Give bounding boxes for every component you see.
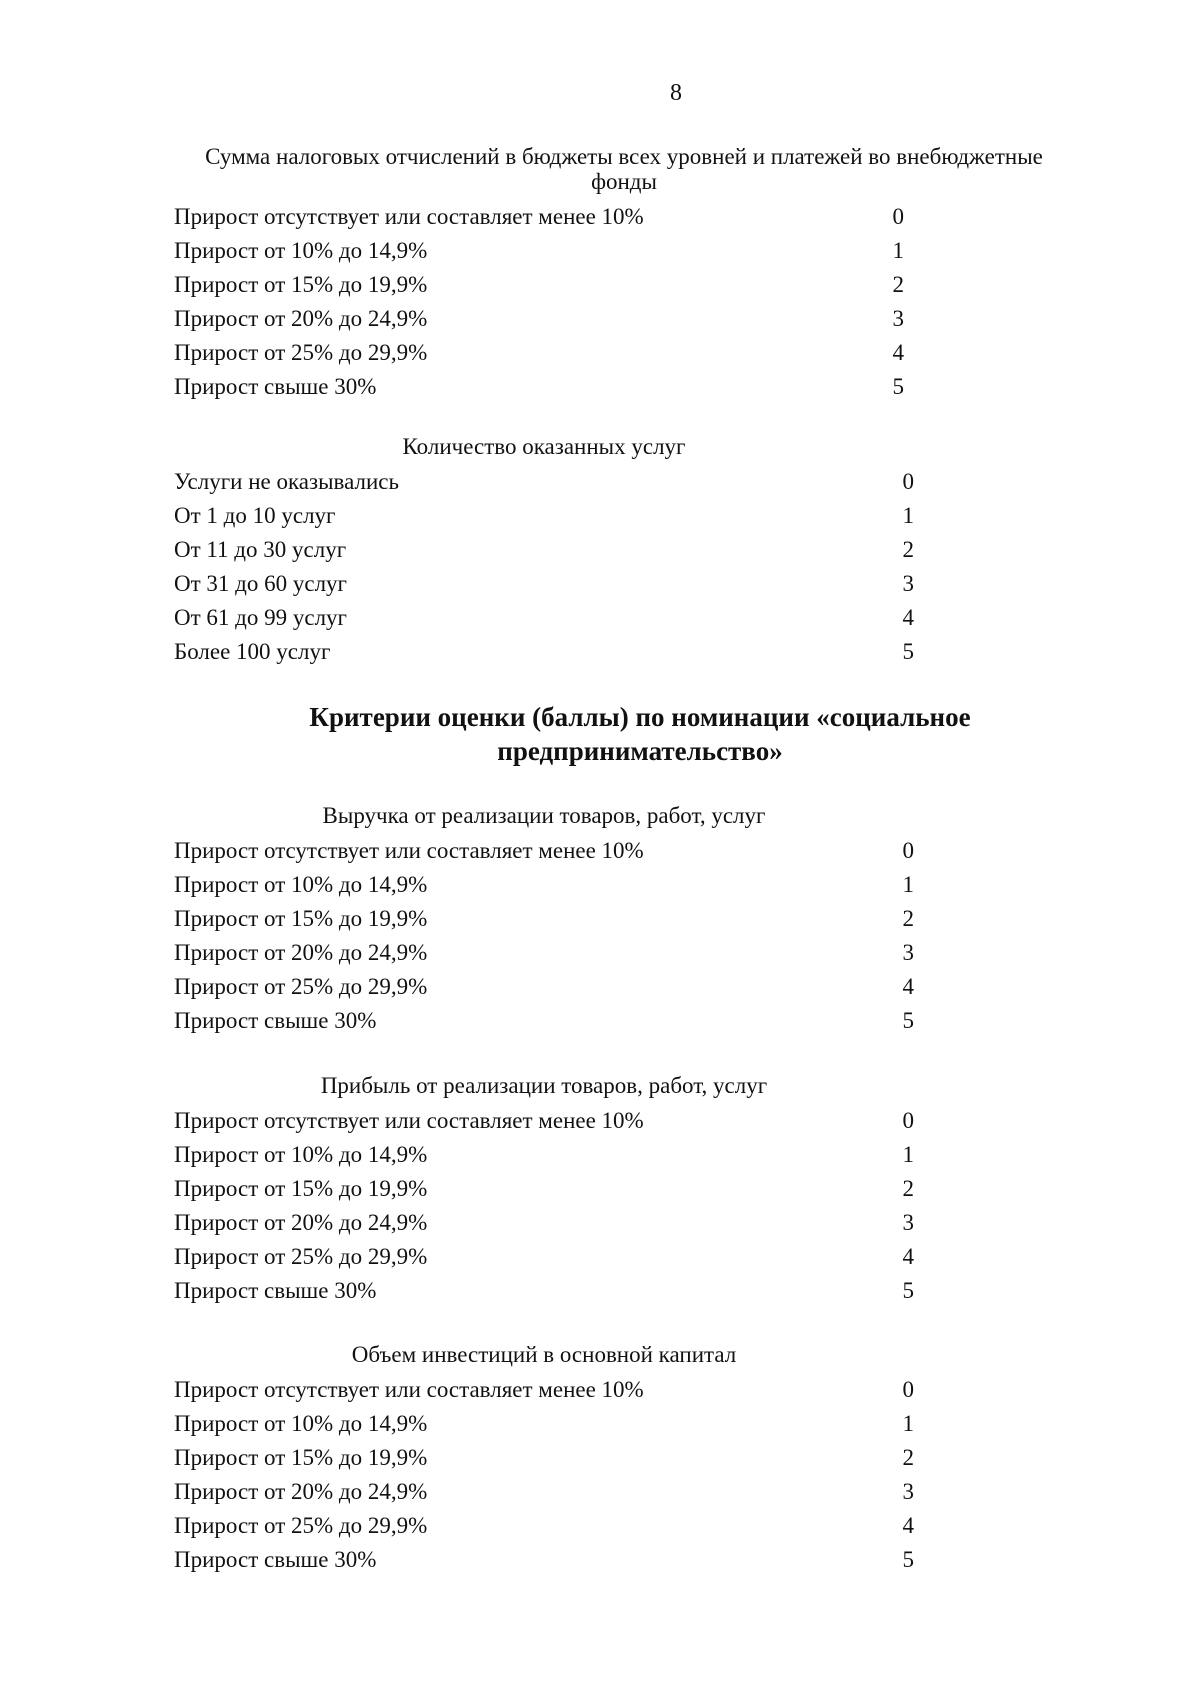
criteria-label: Прирост от 20% до 24,9% <box>174 1479 428 1504</box>
section-profit <box>174 1073 914 1308</box>
criteria-score: 1 <box>892 238 904 263</box>
criteria-label: От 11 до 30 услуг <box>174 537 347 562</box>
nomination-heading-line: предпринимательство» <box>497 736 783 766</box>
criteria-label: Прирост от 25% до 29,9% <box>174 340 428 365</box>
section-title: Объем инвестиций в основной капитал <box>351 1342 737 1367</box>
criteria-label: От 31 до 60 услуг <box>174 571 347 596</box>
criteria-label: Прирост от 25% до 29,9% <box>174 1513 428 1538</box>
criteria-row <box>174 336 904 370</box>
criteria-score: 0 <box>902 1108 914 1133</box>
nomination-heading-line: Критерии оценки (баллы) по номинации «социальное <box>309 702 971 732</box>
criteria-score: 0 <box>902 1377 914 1402</box>
criteria-label: От 1 до 10 услуг <box>174 503 336 528</box>
criteria-row <box>174 936 914 970</box>
criteria-label: Прирост отсутствует или составляет менее 10% <box>174 1108 644 1133</box>
criteria-label: Прирост от 10% до 14,9% <box>174 238 428 263</box>
page-number: 8 <box>670 80 682 106</box>
criteria-score: 1 <box>902 872 914 897</box>
criteria-row <box>174 200 904 234</box>
criteria-row <box>174 1206 914 1240</box>
section-title: Прибыль от реализации товаров, работ, услуг <box>320 1073 768 1098</box>
criteria-row <box>174 302 904 336</box>
criteria-row <box>174 601 914 635</box>
section-title: Количество оказанных услуг <box>402 434 686 459</box>
criteria-label: От 61 до 99 услуг <box>174 605 347 630</box>
criteria-score: 4 <box>902 605 914 630</box>
criteria-label: Прирост от 15% до 19,9% <box>174 1176 428 1201</box>
criteria-row <box>174 902 914 936</box>
criteria-score: 4 <box>902 1513 914 1538</box>
criteria-score: 2 <box>902 537 914 562</box>
criteria-score: 5 <box>902 1008 914 1033</box>
criteria-score: 4 <box>902 974 914 999</box>
criteria-label: Прирост свыше 30% <box>174 1547 377 1572</box>
criteria-row <box>174 970 914 1004</box>
criteria-score: 3 <box>902 1210 914 1235</box>
criteria-score: 5 <box>892 374 904 399</box>
criteria-row <box>174 834 914 868</box>
criteria-score: 4 <box>892 340 904 365</box>
criteria-list <box>174 834 914 1038</box>
criteria-label: Прирост от 10% до 14,9% <box>174 1142 428 1167</box>
criteria-label: Прирост свыше 30% <box>174 1008 377 1033</box>
criteria-row <box>174 1172 914 1206</box>
criteria-score: 0 <box>902 838 914 863</box>
criteria-list <box>174 1373 914 1577</box>
criteria-label: Прирост от 15% до 19,9% <box>174 1445 428 1470</box>
criteria-score: 2 <box>902 1176 914 1201</box>
criteria-row <box>174 1441 914 1475</box>
criteria-label: Прирост от 15% до 19,9% <box>174 906 428 931</box>
criteria-row <box>174 1543 914 1577</box>
criteria-row <box>174 1004 914 1038</box>
criteria-score: 1 <box>902 503 914 528</box>
criteria-row <box>174 499 914 533</box>
criteria-label: Услуги не оказывались <box>174 469 399 494</box>
criteria-row <box>174 234 904 268</box>
section-tax-payments <box>174 144 1043 404</box>
criteria-score: 5 <box>902 1278 914 1303</box>
criteria-label: Прирост от 25% до 29,9% <box>174 1244 428 1269</box>
criteria-score: 3 <box>892 306 904 331</box>
criteria-score: 1 <box>902 1411 914 1436</box>
criteria-score: 0 <box>892 204 904 229</box>
criteria-row <box>174 1274 914 1308</box>
criteria-row <box>174 1475 914 1509</box>
criteria-label: Прирост от 20% до 24,9% <box>174 306 428 331</box>
criteria-row <box>174 635 914 669</box>
criteria-score: 2 <box>902 1445 914 1470</box>
criteria-row <box>174 1509 914 1543</box>
criteria-row <box>174 1240 914 1274</box>
nomination-heading <box>200 700 1080 768</box>
section-services-count <box>174 434 914 669</box>
criteria-label: Прирост отсутствует или составляет менее 10% <box>174 838 644 863</box>
criteria-row <box>174 567 914 601</box>
criteria-row <box>174 370 904 404</box>
criteria-list <box>174 1104 914 1308</box>
criteria-row <box>174 1138 914 1172</box>
criteria-row <box>174 1373 914 1407</box>
criteria-score: 3 <box>902 571 914 596</box>
criteria-score: 3 <box>902 1479 914 1504</box>
section-title: Выручка от реализации товаров, работ, услуг <box>322 803 766 828</box>
criteria-label: Прирост от 15% до 19,9% <box>174 272 428 297</box>
criteria-list <box>174 465 914 669</box>
criteria-row <box>174 1407 914 1441</box>
section-revenue <box>174 803 914 1038</box>
criteria-score: 2 <box>902 906 914 931</box>
criteria-row <box>174 533 914 567</box>
criteria-row <box>174 465 914 499</box>
section-investments <box>174 1342 914 1577</box>
criteria-label: Более 100 услуг <box>174 639 331 664</box>
criteria-label: Прирост отсутствует или составляет менее 10% <box>174 1377 644 1402</box>
criteria-row <box>174 268 904 302</box>
criteria-label: Прирост от 20% до 24,9% <box>174 1210 428 1235</box>
criteria-score: 1 <box>902 1142 914 1167</box>
criteria-score: 3 <box>902 940 914 965</box>
criteria-score: 4 <box>902 1244 914 1269</box>
criteria-row <box>174 1104 914 1138</box>
criteria-label: Прирост отсутствует или составляет менее 10% <box>174 204 644 229</box>
criteria-score: 5 <box>902 1547 914 1572</box>
criteria-label: Прирост от 10% до 14,9% <box>174 1411 428 1436</box>
criteria-score: 0 <box>902 469 914 494</box>
criteria-label: Прирост свыше 30% <box>174 1278 377 1303</box>
criteria-label: Прирост от 20% до 24,9% <box>174 940 428 965</box>
criteria-score: 2 <box>892 272 904 297</box>
criteria-list <box>174 200 904 404</box>
criteria-label: Прирост от 10% до 14,9% <box>174 872 428 897</box>
criteria-label: Прирост свыше 30% <box>174 374 377 399</box>
section-title: Сумма налоговых отчислений в бюджеты всех уровней и платежей во внебюджетные фонды <box>205 144 1043 194</box>
criteria-label: Прирост от 25% до 29,9% <box>174 974 428 999</box>
criteria-row <box>174 868 914 902</box>
criteria-score: 5 <box>902 639 914 664</box>
